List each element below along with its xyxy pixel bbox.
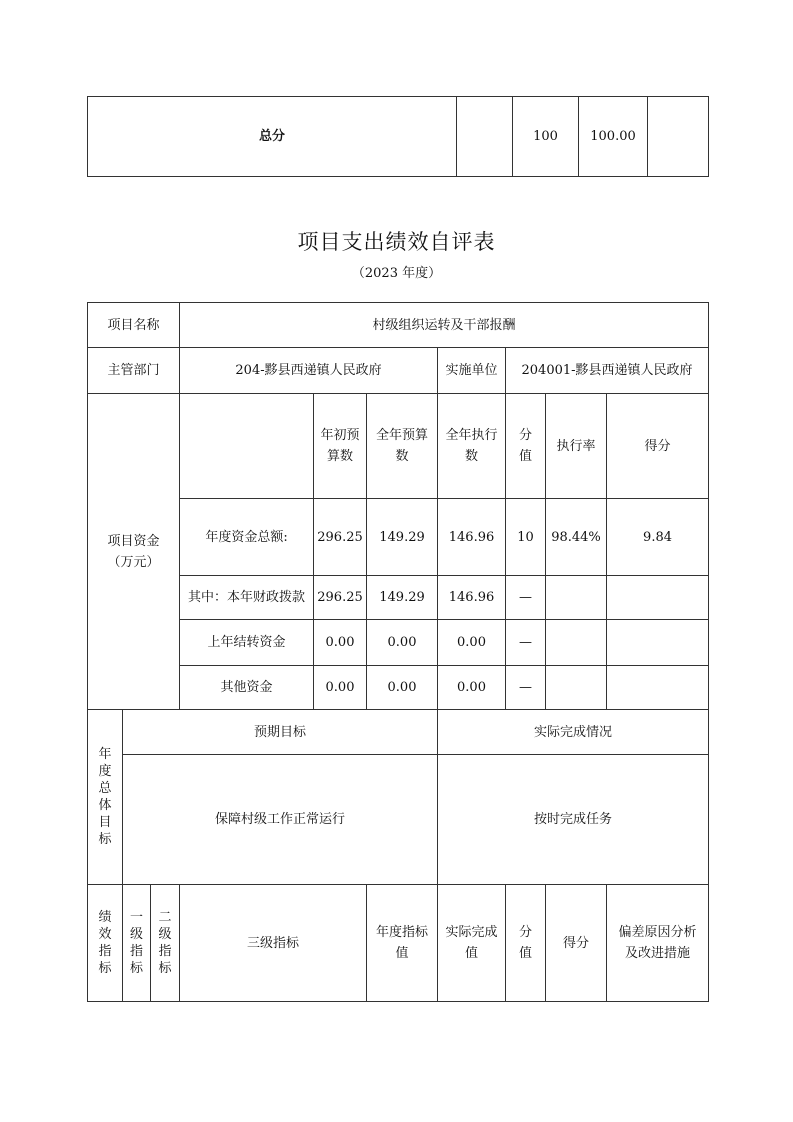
- funds-row-rate: [546, 666, 607, 710]
- goals-label-char: 度: [98, 764, 112, 779]
- level1-indicator-header: [123, 885, 151, 1002]
- level1-char: 指: [129, 944, 143, 959]
- funds-label: 项目资金 （万元）: [88, 394, 180, 710]
- goals-label-char: 体: [98, 798, 112, 813]
- level3-indicator-header: 三级指标: [180, 885, 367, 1002]
- funds-row-initial: 296.25: [314, 499, 367, 576]
- unit-value: 204001-黟县西递镇人民政府: [506, 348, 709, 394]
- actual-goal-value: 按时完成任务: [438, 755, 709, 885]
- funds-row-label: 其中：本年财政拨款: [180, 576, 314, 620]
- table-row: [88, 666, 709, 710]
- funds-row-initial: 0.00: [314, 666, 367, 710]
- funds-row-got: 9.84: [607, 499, 709, 576]
- dept-value: 204-黟县西递镇人民政府: [180, 348, 438, 394]
- level1-char: 级: [129, 927, 143, 942]
- total-score-value: 100: [513, 97, 579, 177]
- funds-row-exec: 0.00: [438, 620, 506, 666]
- summary-table: [87, 96, 709, 177]
- goals-label-char: 年: [98, 747, 112, 762]
- funds-row-score: —: [506, 620, 546, 666]
- level1-char: 标: [129, 961, 143, 976]
- dept-label: 主管部门: [88, 348, 180, 394]
- indicators-label-char: 指: [98, 944, 112, 959]
- actual-goal-header: 实际完成情况: [438, 710, 709, 755]
- project-name-value: 村级组织运转及干部报酬: [180, 303, 709, 348]
- funds-row-full: 149.29: [367, 499, 438, 576]
- funds-row-got: [607, 666, 709, 710]
- funds-row-label: 年度资金总额:: [180, 499, 314, 576]
- unit-label: 实施单位: [438, 348, 506, 394]
- level2-char: 指: [158, 944, 172, 959]
- level2-indicator-header: [151, 885, 180, 1002]
- goals-label-char: 总: [98, 781, 112, 796]
- indicators-label-char: 标: [98, 961, 112, 976]
- funds-row-score: 10: [506, 499, 546, 576]
- level1-char: 一: [129, 910, 143, 925]
- table-row: [88, 576, 709, 620]
- expected-goal-header: 预期目标: [123, 710, 438, 755]
- total-score-label: 总分: [88, 97, 457, 177]
- goals-label: [88, 710, 123, 885]
- funds-header-executed: 全年执行 数: [438, 394, 506, 499]
- total-empty-cell-2: [648, 97, 709, 177]
- funds-row-score: —: [506, 666, 546, 710]
- indicators-label-char: 效: [98, 927, 112, 942]
- level2-char: 二: [158, 910, 172, 925]
- expected-goal-value: 保障村级工作正常运行: [123, 755, 438, 885]
- funds-row-rate: [546, 576, 607, 620]
- funds-row-initial: 0.00: [314, 620, 367, 666]
- project-name-label: 项目名称: [88, 303, 180, 348]
- table-row: [88, 499, 709, 576]
- funds-header-initial: 年初预 算数: [314, 394, 367, 499]
- funds-row-full: 0.00: [367, 666, 438, 710]
- level2-char: 标: [158, 961, 172, 976]
- total-got-value: 100.00: [579, 97, 648, 177]
- funds-row-exec: 0.00: [438, 666, 506, 710]
- indicators-label: [88, 885, 123, 1002]
- funds-header-rate: 执行率: [546, 394, 607, 499]
- table-row: [88, 620, 709, 666]
- page-title: 项目支出绩效自评表: [297, 230, 496, 254]
- evaluation-table: [87, 302, 709, 1002]
- level2-char: 级: [158, 927, 172, 942]
- indicator-got-header: 得分: [546, 885, 607, 1002]
- funds-row-got: [607, 576, 709, 620]
- page-subtitle: （2023 年度）: [351, 266, 442, 281]
- funds-row-score: —: [506, 576, 546, 620]
- funds-header-got: 得分: [607, 394, 709, 499]
- funds-row-label: 上年结转资金: [180, 620, 314, 666]
- funds-row-got: [607, 620, 709, 666]
- funds-header-full-budget: 全年预算 数: [367, 394, 438, 499]
- goals-label-char: 目: [98, 815, 112, 830]
- target-value-header: 年度指标 值: [367, 885, 438, 1002]
- funds-row-rate: 98.44%: [546, 499, 607, 576]
- funds-header-blank: [180, 394, 314, 499]
- funds-row-full: 149.29: [367, 576, 438, 620]
- funds-row-exec: 146.96: [438, 499, 506, 576]
- goals-label-char: 标: [98, 832, 112, 847]
- funds-row-label: 其他资金: [180, 666, 314, 710]
- actual-value-header: 实际完成 值: [438, 885, 506, 1002]
- funds-row-exec: 146.96: [438, 576, 506, 620]
- indicator-score-header: 分 值: [506, 885, 546, 1002]
- total-empty-cell: [457, 97, 513, 177]
- funds-header-score: 分 值: [506, 394, 546, 499]
- funds-row-rate: [546, 620, 607, 666]
- funds-row-full: 0.00: [367, 620, 438, 666]
- deviation-reason-header: 偏差原因分析 及改进措施: [607, 885, 709, 1002]
- indicators-label-char: 绩: [98, 910, 112, 925]
- funds-row-initial: 296.25: [314, 576, 367, 620]
